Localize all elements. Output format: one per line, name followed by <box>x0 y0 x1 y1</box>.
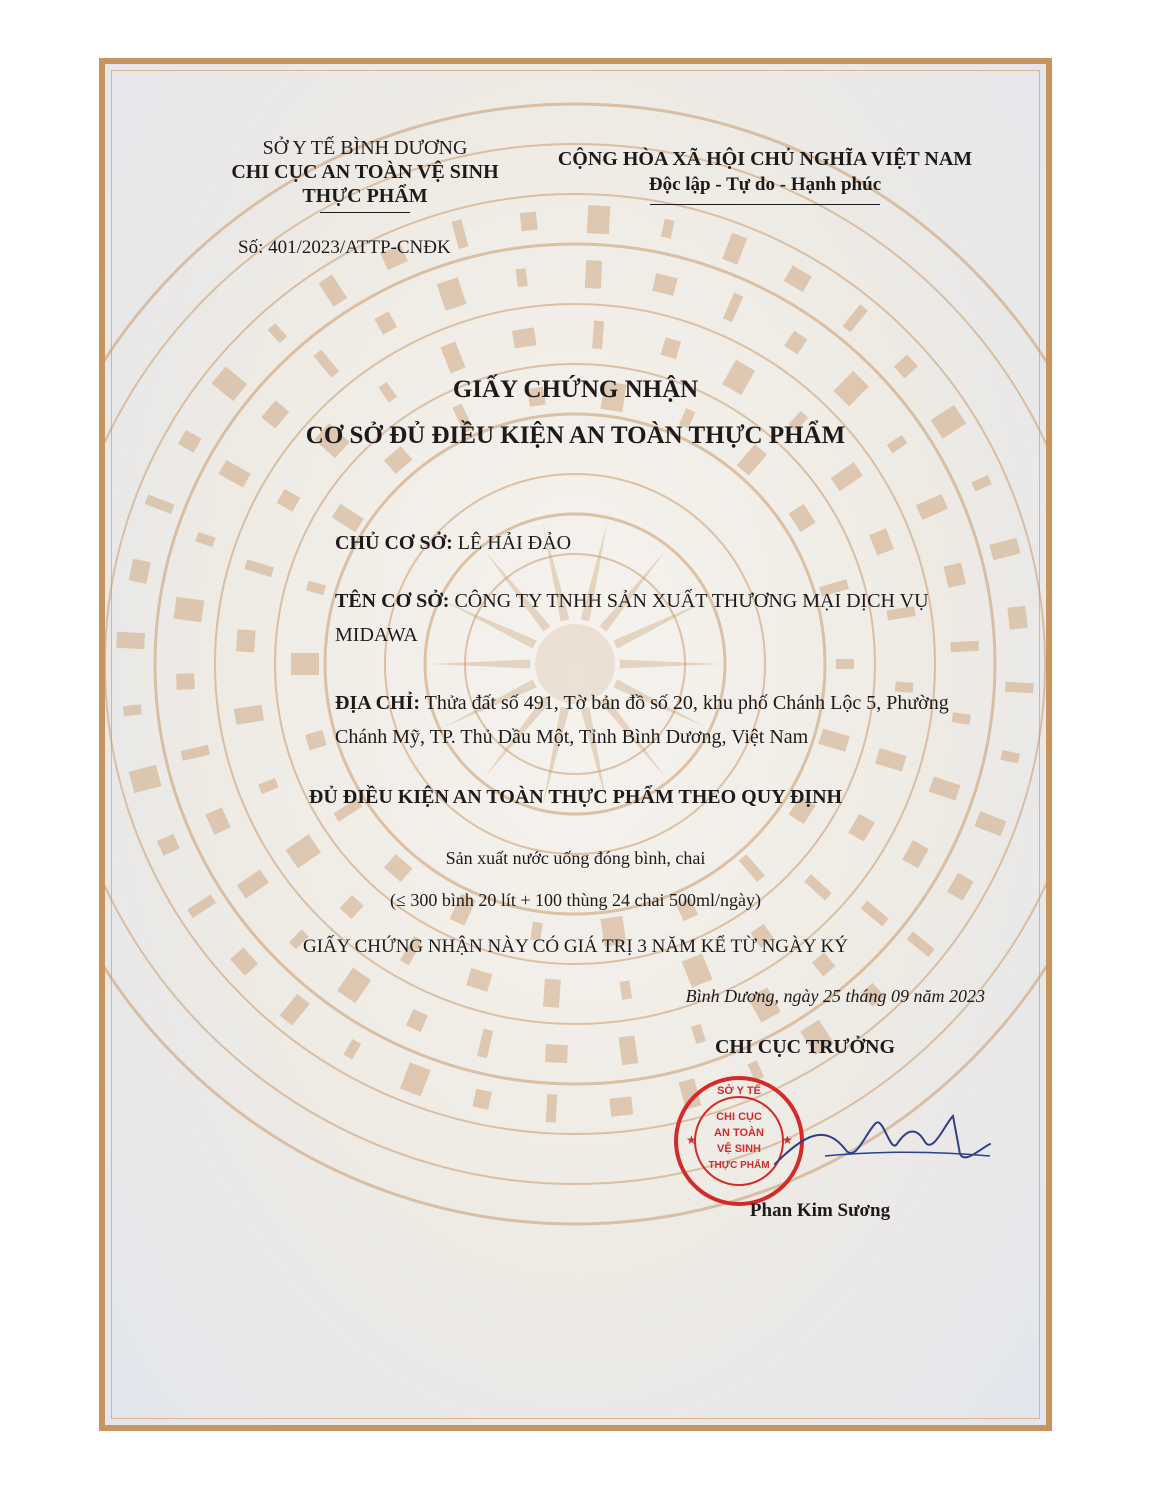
agency-underline <box>320 212 410 213</box>
facility-name-value: CÔNG TY TNHH SẢN XUẤT THƯƠNG MẠI DỊCH VỤ MIDAWA <box>335 590 929 646</box>
facility-name-label: TÊN CƠ SỞ: <box>335 590 450 612</box>
seal-center-line-3: VỆ SINH <box>716 1143 762 1155</box>
agency-name: CHI CỤC AN TOÀN VỆ SINH THỰC PHẨM <box>231 161 499 207</box>
facility-name-field <box>335 584 995 652</box>
nation-name: CỘNG HÒA XÃ HỘI CHỦ NGHĨA VIỆT NAM <box>557 148 973 170</box>
certificate-subtitle: CƠ SỞ ĐỦ ĐIỀU KIỆN AN TOÀN THỰC PHẨM <box>305 422 846 449</box>
seal-center-line-2: AN TOÀN <box>714 1127 764 1139</box>
national-header <box>525 146 1005 205</box>
owner-label: CHỦ CƠ SỞ: <box>335 532 453 554</box>
seal-top-text: SỞ Y TẾ <box>717 1085 761 1097</box>
scope-line-2: (≤ 300 bình 20 lít + 100 thùng 24 chai 500ml/ngày) <box>390 890 761 910</box>
validity-statement: GIẤY CHỨNG NHẬN NÀY CÓ GIÁ TRỊ 3 NĂM KỂ TỪ NGÀY KÝ <box>303 936 848 957</box>
owner-value: LÊ HẢI ĐẢO <box>452 532 572 554</box>
issue-date: Bình Dương, ngày 25 tháng 09 năm 2023 <box>685 986 985 1006</box>
signer-title: CHI CỤC TRƯỞNG <box>714 1036 895 1058</box>
agency-parent: SỞ Y TẾ BÌNH DƯƠNG <box>262 137 468 159</box>
eligibility-statement: ĐỦ ĐIỀU KIỆN AN TOÀN THỰC PHẨM THEO QUY ĐỊNH <box>308 786 843 808</box>
seal-center-line-4: THỰC PHẨM <box>708 1160 770 1171</box>
address-value: Thửa đất số 491, Tờ bản đồ số 20, khu phố Chánh Lộc 5, Phường Chánh Mỹ, TP. Thủ Dầu Một, Tỉnh Bình Dương, Việt Nam <box>335 692 949 748</box>
seal-star-left: ★ <box>686 1133 697 1147</box>
certificate-title: GIẤY CHỨNG NHẬN <box>452 376 699 403</box>
signer-name: Phan Kim Sương <box>749 1200 891 1221</box>
issuing-agency <box>215 136 515 213</box>
seal-star-right: ★ <box>782 1133 793 1147</box>
seal-center-line-1: CHI CỤC <box>716 1111 762 1123</box>
motto-underline <box>650 204 880 205</box>
certificate <box>99 58 1052 1431</box>
scope-line-1: Sản xuất nước uống đóng bình, chai <box>445 848 706 868</box>
document-number: Số: 401/2023/ATTP-CNĐK <box>238 237 451 258</box>
owner-field <box>335 526 995 560</box>
address-label: ĐỊA CHỈ: <box>335 692 421 714</box>
national-motto: Độc lập - Tự do - Hạnh phúc <box>648 174 882 195</box>
address-field <box>335 686 995 754</box>
handwritten-signature <box>765 1094 995 1184</box>
